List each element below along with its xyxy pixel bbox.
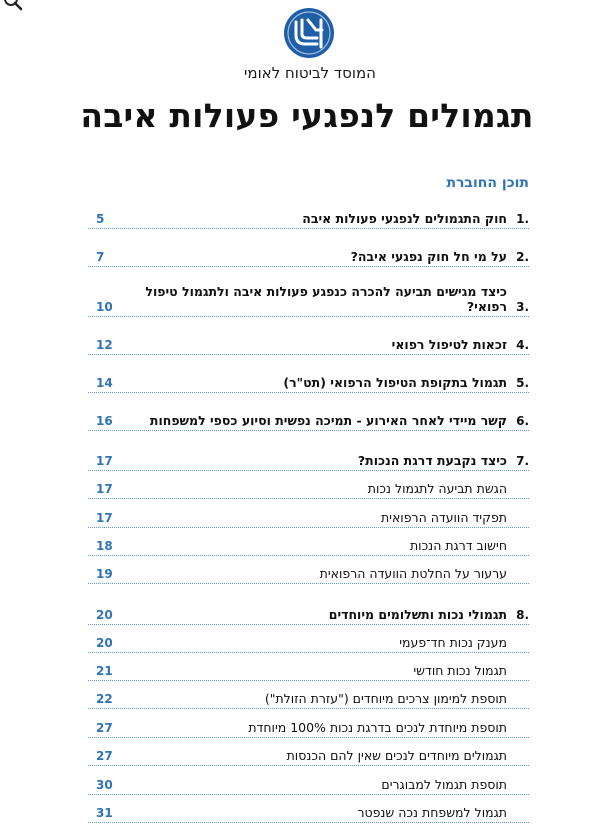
toc-entry[interactable] [88,743,529,766]
toc-entry-title: תוספת למימון צרכים מיוחדים ("עזרת הזולת") [264,691,507,706]
toc-entry[interactable] [88,244,529,267]
toc-entry-title: חוק התגמולים לנפגעי פעולות איבה [302,211,507,226]
toc-entry[interactable] [88,533,529,556]
toc-entry-number: .5 [516,376,529,390]
toc-entry-number: .1 [516,212,529,226]
toc-entry-title: מענק נכות חד־פעמי [399,635,507,650]
toc-entry-number: .7 [516,454,529,468]
toc-entry-title: הגשת תביעה לתגמול נכות [367,481,507,496]
toc-entry-page: 20 [96,636,113,650]
toc-entry-page: 19 [96,567,113,581]
toc-heading: תוכן החוברת [446,175,529,191]
toc-entry-title: תגמולים מיוחדים לנכים שאין להם הכנסות [286,748,507,763]
toc-entry-page: 20 [96,608,113,622]
toc-entry-title: תגמול בתקופת הטיפול הרפואי (תט"ר) [283,375,507,390]
toc-entry[interactable] [88,448,529,471]
toc-entry[interactable] [88,602,529,625]
table-of-contents [88,0,529,833]
toc-entry-title: קשר מיידי לאחר האירוע - תמיכה נפשית וסיוע כספי למשפחות [149,413,507,428]
toc-entry[interactable] [88,332,529,355]
toc-entry-title: כיצד נקבעת דרגת הנכות? [357,453,507,468]
toc-entry-page: 17 [96,482,113,496]
toc-entry[interactable] [88,561,529,584]
toc-entry-title: חישוב דרגת הנכות [409,538,507,553]
toc-entry-title: כיצד מגישים תביעה להכרה כנפגע פעולות איבה ולתגמול טיפול רפואי? [145,284,507,314]
toc-entry[interactable] [88,800,529,823]
document-title: תגמולים לנפגעי פעולות איבה [80,96,534,135]
toc-entry-page: 17 [96,511,113,525]
toc-entry[interactable] [88,206,529,229]
toc-entry[interactable] [88,658,529,681]
toc-entry-title: תוספת תגמול למבוגרים [381,777,507,792]
organization-name: המוסד לביטוח לאומי [244,64,376,82]
toc-entry-number: .4 [516,338,529,352]
toc-entry[interactable] [88,408,529,431]
toc-entry-page: 14 [96,376,113,390]
toc-entry-title: תוספת מיוחדת לנכים בדרגת נכות 100% מיוחדת [248,720,507,735]
toc-entry-title: תגמול נכות חודשי [413,663,507,678]
toc-entry[interactable] [88,280,529,317]
toc-entry-number: .3 [516,300,529,314]
toc-entry-page: 10 [96,300,113,314]
search-icon[interactable] [2,0,24,12]
toc-entry[interactable] [88,715,529,738]
toc-entry-page: 16 [96,414,113,428]
toc-entry-title: תפקיד הוועדה הרפואית [380,510,507,525]
toc-entry-page: 18 [96,539,113,553]
toc-entry-page: 5 [96,212,105,226]
toc-entry-page: 31 [96,806,113,820]
toc-entry-number: .2 [516,250,529,264]
toc-entry-number: .8 [516,608,529,622]
toc-entry-title: על מי חל חוק נפגעי איבה? [350,249,507,264]
toc-entry[interactable] [88,505,529,528]
toc-entry[interactable] [88,370,529,393]
toc-entry[interactable] [88,476,529,499]
toc-entry-page: 22 [96,692,113,706]
toc-entry-page: 27 [96,749,113,763]
toc-entry[interactable] [88,686,529,709]
toc-entry[interactable] [88,630,529,653]
toc-entry-page: 30 [96,778,113,792]
toc-entry-title: ערעור על החלטת הוועדה הרפואית [319,566,507,581]
toc-entry[interactable] [88,772,529,795]
toc-entry-page: 27 [96,721,113,735]
toc-entry-title: תגמולי נכות ותשלומים מיוחדים [328,607,507,622]
toc-entry-page: 21 [96,664,113,678]
toc-entry-page: 17 [96,454,113,468]
toc-entry-page: 12 [96,338,113,352]
toc-entry-page: 7 [96,250,105,264]
toc-entry-title: תגמול למשפחת נכה שנפטר [357,805,507,820]
toc-entry-number: .6 [516,414,529,428]
toc-entry-title: זכאות לטיפול רפואי [391,337,507,352]
